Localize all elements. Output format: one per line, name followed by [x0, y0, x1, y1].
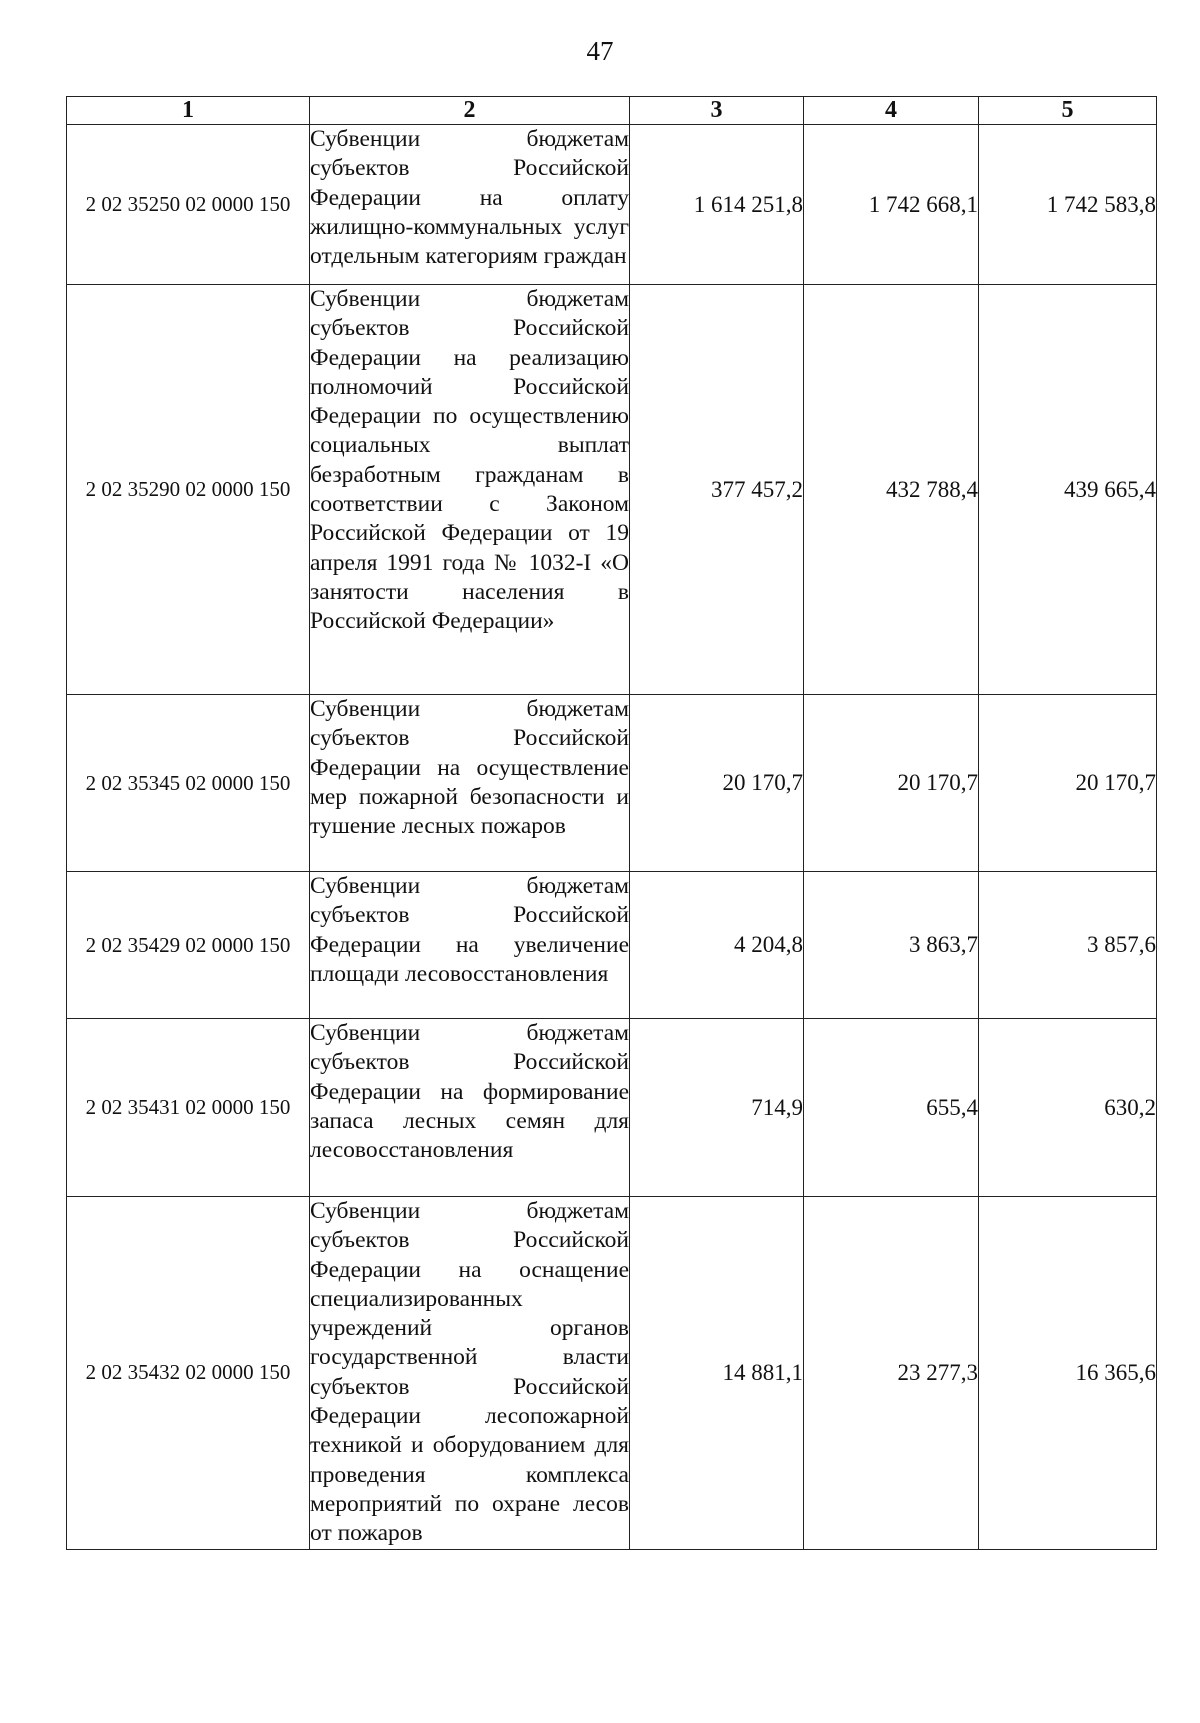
- amount-col3-cell: 14 881,1: [630, 1197, 804, 1550]
- amount-col4-cell: 20 170,7: [804, 695, 979, 872]
- description-cell: Субвенции бюджетам субъектов Российской Федерации на формирование запаса лесных семян для лесовосстановления: [310, 1019, 630, 1197]
- table-row: [67, 125, 1157, 285]
- description-cell: Субвенции бюджетам субъектов Российской Федерации на оснащение специализированных учреждений органов государственной власти субъектов Российской Федерации лесопожарной техникой и оборудованием для проведения комплекса мероприятий по охране лесов от пожаров: [310, 1197, 630, 1550]
- budget-code-cell: 2 02 35345 02 0000 150: [67, 695, 310, 872]
- column-header-3: 3: [630, 97, 804, 125]
- page-number: [0, 36, 1200, 67]
- budget-code-cell: 2 02 35429 02 0000 150: [67, 872, 310, 1019]
- description-cell: Субвенции бюджетам субъектов Российской Федерации на увеличение площади лесовосстановления: [310, 872, 630, 1019]
- amount-col5-cell: 1 742 583,8: [979, 125, 1157, 285]
- amount-col4-cell: 23 277,3: [804, 1197, 979, 1550]
- budget-code-cell: 2 02 35432 02 0000 150: [67, 1197, 310, 1550]
- amount-col3-cell: 20 170,7: [630, 695, 804, 872]
- budget-code-cell: 2 02 35290 02 0000 150: [67, 285, 310, 695]
- amount-col4-cell: 1 742 668,1: [804, 125, 979, 285]
- description-cell: Субвенции бюджетам субъектов Российской Федерации на осуществление мер пожарной безопасности и тушение лесных пожаров: [310, 695, 630, 872]
- page-number-text: 47: [586, 36, 614, 66]
- amount-col5-cell: 439 665,4: [979, 285, 1157, 695]
- amount-col3-cell: 714,9: [630, 1019, 804, 1197]
- amount-col3-cell: 4 204,8: [630, 872, 804, 1019]
- column-header-1: 1: [67, 97, 310, 125]
- amount-col4-cell: 3 863,7: [804, 872, 979, 1019]
- table-row: [67, 695, 1157, 872]
- amount-col3-cell: 1 614 251,8: [630, 125, 804, 285]
- column-header-2: 2: [310, 97, 630, 125]
- column-header-5: 5: [979, 97, 1157, 125]
- table-row: [67, 1019, 1157, 1197]
- table-row: [67, 872, 1157, 1019]
- amount-col5-cell: 3 857,6: [979, 872, 1157, 1019]
- amount-col5-cell: 16 365,6: [979, 1197, 1157, 1550]
- amount-col4-cell: 655,4: [804, 1019, 979, 1197]
- table-row: [67, 285, 1157, 695]
- amount-col5-cell: 20 170,7: [979, 695, 1157, 872]
- description-cell: Субвенции бюджетам субъектов Российской Федерации на реализацию полномочий Российской Федерации по осуществлению социальных выплат безработным гражданам в соответствии с Законом Российской Федерации от 19 апреля 1991 года № 1032-I «О занятости населения в Российской Федерации»: [310, 285, 630, 695]
- budget-code-cell: 2 02 35431 02 0000 150: [67, 1019, 310, 1197]
- amount-col5-cell: 630,2: [979, 1019, 1157, 1197]
- amount-col4-cell: 432 788,4: [804, 285, 979, 695]
- column-header-4: 4: [804, 97, 979, 125]
- header-row: [67, 97, 1157, 125]
- amount-col3-cell: 377 457,2: [630, 285, 804, 695]
- table-row: [67, 1197, 1157, 1550]
- description-cell: Субвенции бюджетам субъектов Российской Федерации на оплату жилищно-коммунальных услуг отдельным категориям граждан: [310, 125, 630, 285]
- budget-table: [66, 96, 1157, 1550]
- budget-code-cell: 2 02 35250 02 0000 150: [67, 125, 310, 285]
